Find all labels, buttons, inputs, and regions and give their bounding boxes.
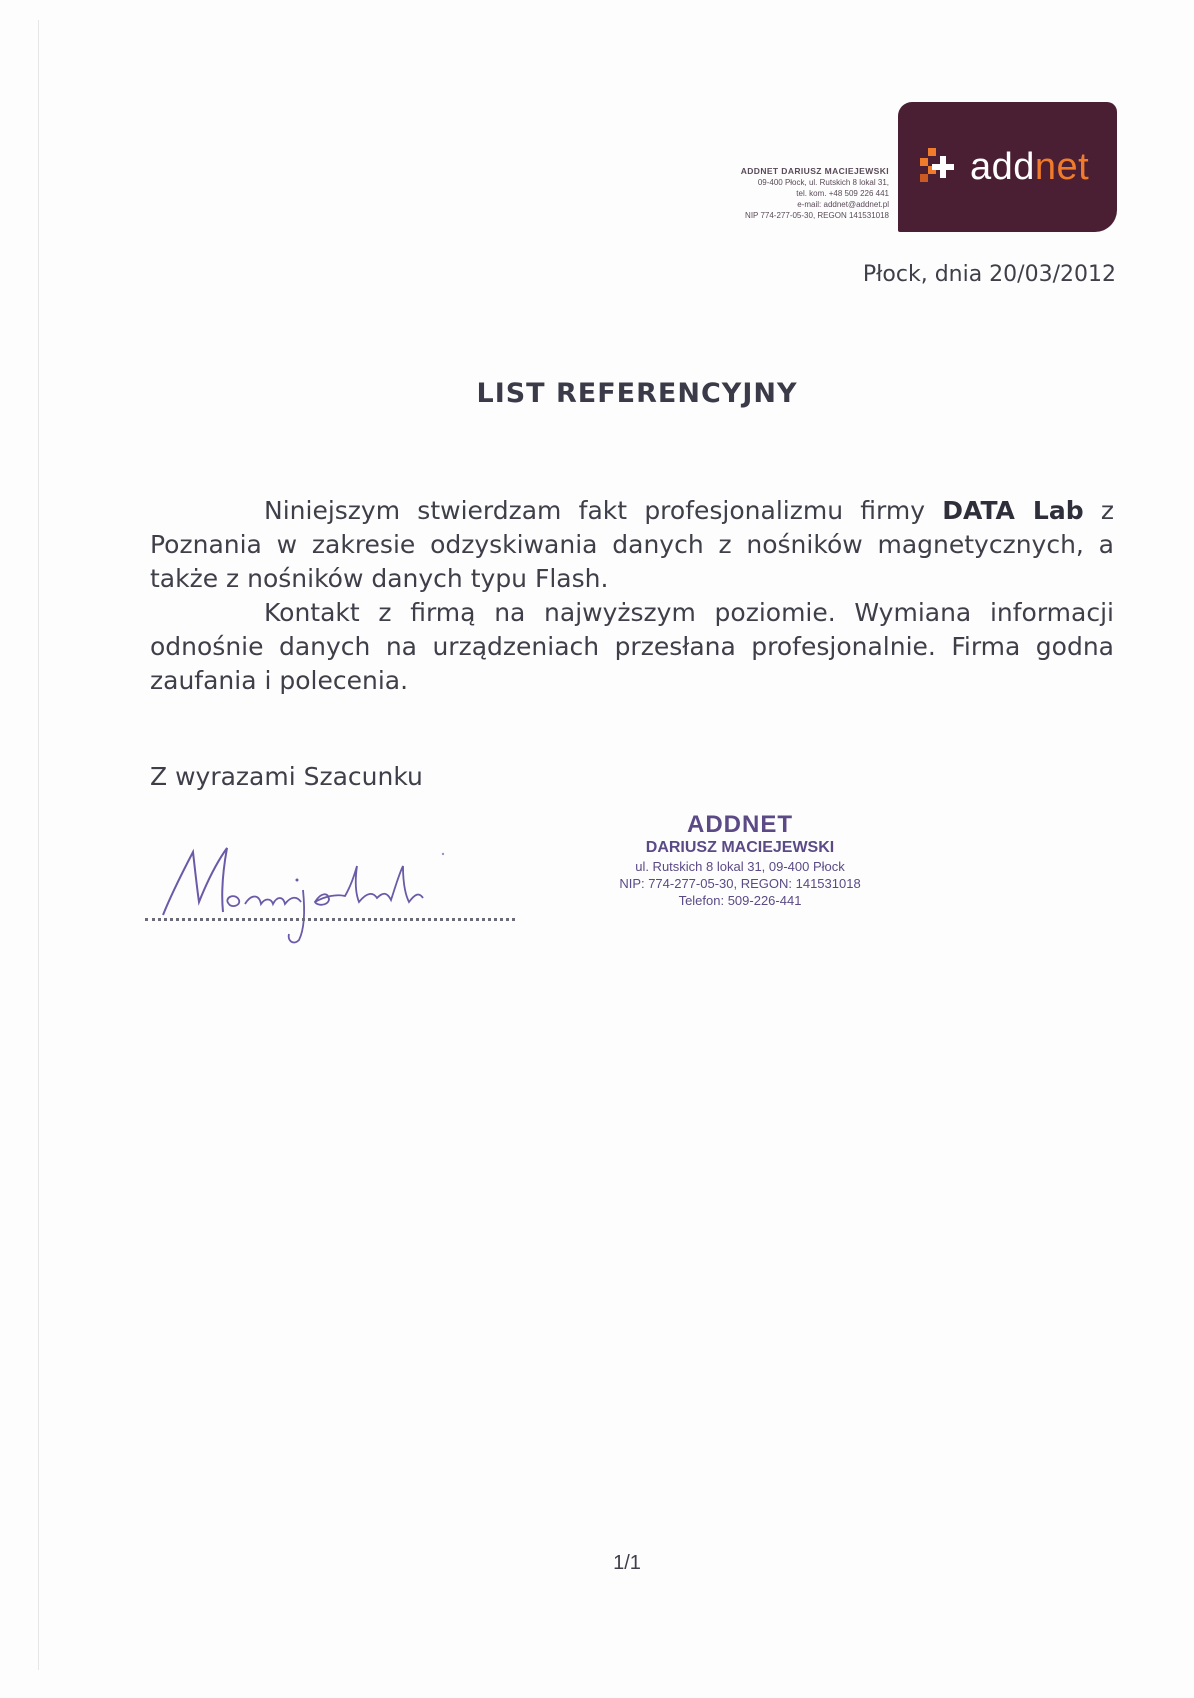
letter-title-wrap [0, 378, 1194, 409]
stamp-owner-name: DARIUSZ MACIEJEWSKI [645, 839, 835, 856]
letter-closing: Z wyrazami Szacunku [150, 762, 423, 791]
letterhead-nip: NIP 774-277-05-30, REGON 141531018 [745, 211, 889, 220]
company-stamp [590, 812, 890, 909]
body-paragraph-2: Kontakt z firmą na najwyższym poziomie. Wymiana informacji odnośnie danych na urządzeniach przesłana profesjonalnie. Firma godna zaufania i polecenia. [150, 598, 1114, 695]
logo-wordmark [970, 146, 1089, 189]
body-p1-company: DATA Lab [942, 496, 1084, 525]
letter-date: Płock, dnia 20/03/2012 [862, 262, 1116, 287]
letterhead-phone: tel. kom. +48 509 226 441 [796, 189, 889, 198]
stamp-phone: Telefon: 509-226-441 [678, 893, 802, 908]
body-p1-end: z Poznania w zakresie odzyskiwania danych z nośników magnetycznych, a także z nośników danych typu Flash. [150, 496, 1114, 593]
logo-wordmark-accent: net [1034, 146, 1090, 188]
letterhead-address: 09-400 Płock, ul. Rutskich 8 lokal 31, [757, 178, 889, 187]
stamp-company-name: ADDNET [687, 811, 793, 838]
letter-title: LIST REFERENCYJNY [476, 378, 798, 409]
letter-body [150, 494, 1114, 698]
body-p1-start: Niniejszym stwierdzam fakt profesjonalizmu firmy [264, 496, 943, 525]
logo-wordmark-main: add [970, 146, 1035, 188]
page-number-wrap [0, 1552, 1194, 1575]
handwritten-signature [153, 840, 493, 950]
addnet-logo [898, 102, 1117, 232]
letterhead-company-name: ADDNET DARIUSZ MACIEJEWSKI [740, 166, 889, 176]
stamp-nip-regon: NIP: 774-277-05-30, REGON: 141531018 [619, 876, 861, 891]
letterhead-email: e-mail: addnet@addnet.pl [797, 200, 889, 209]
signature [145, 840, 525, 950]
body-paragraph-1 [150, 494, 1114, 596]
scan-edge-line [38, 20, 39, 1670]
page-number: 1/1 [613, 1552, 641, 1574]
stamp-address: ul. Rutskich 8 lokal 31, 09-400 Płock [635, 859, 845, 874]
signature-dotted-line [145, 918, 515, 921]
logo-plus-icon [916, 144, 962, 190]
letterhead-company-info [589, 166, 889, 221]
